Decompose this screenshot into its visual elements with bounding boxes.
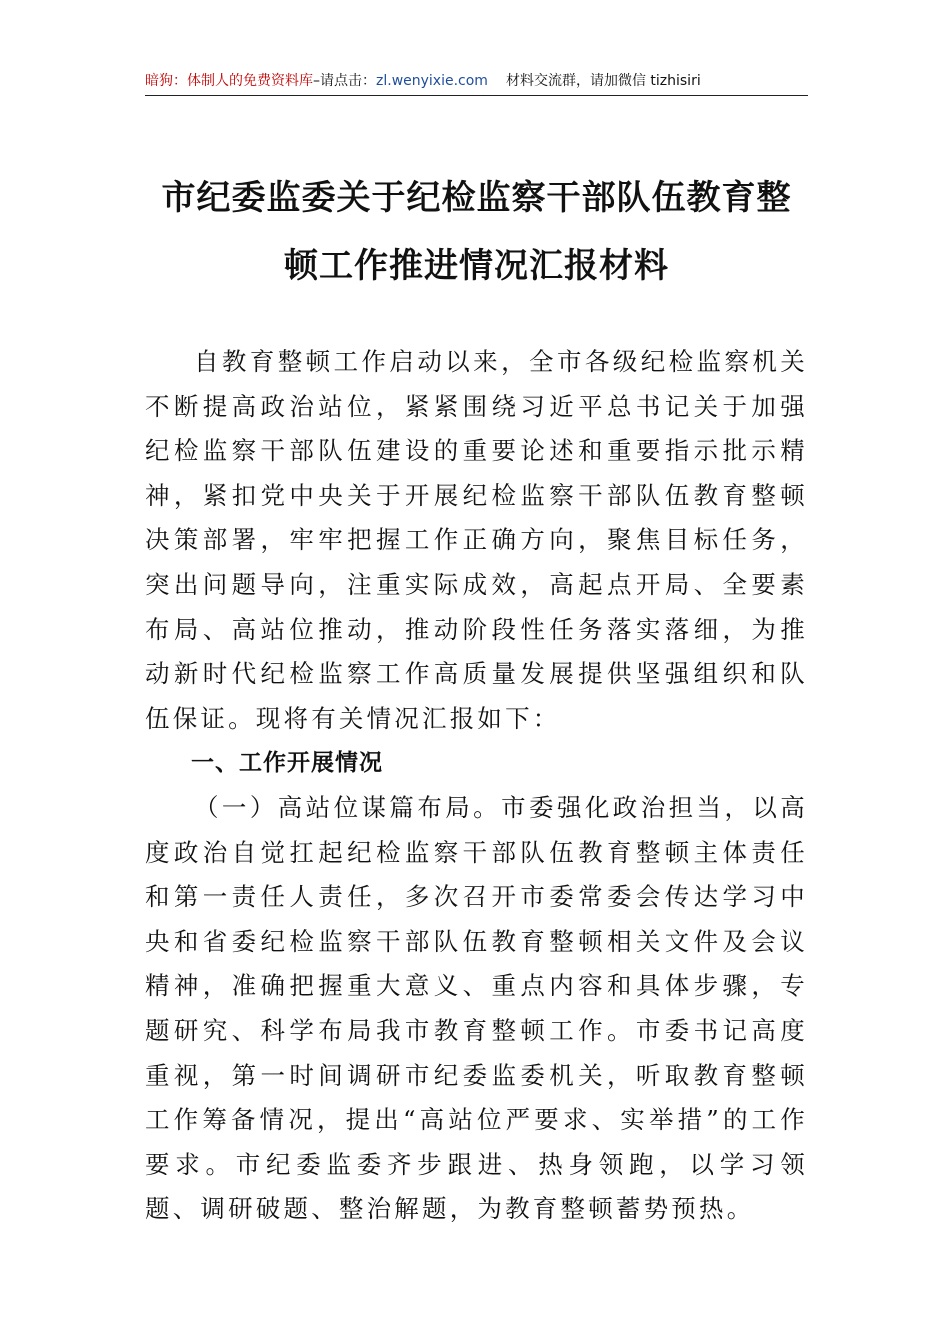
header-promo-text: 暗狗：体制人的免费资料库 — [145, 73, 313, 89]
intro-paragraph: 自教育整顿工作启动以来，全市各级纪检监察机关不断提高政治站位，紧紧围绕习近平总书记关于加强纪检监察干部队伍建设的重要论述和重要指示批示精神，紧扣党中央关于开展纪检监察干部队伍教育整顿决策部署，牢牢把握工作正确方向，聚焦目标任务，突出问题导向，注重实际成效，高起点开局、全要素布局、高站位推动，推动阶段性任务落实落细，为推动新时代纪检监察工作高质量发展提供坚强组织和队伍保证。现将有关情况汇报如下： — [145, 347, 808, 733]
header-group-text: 材料交流群，请加微信 tizhisiri — [505, 73, 701, 89]
header-divider — [145, 95, 808, 96]
document-title — [145, 164, 808, 300]
page-header — [145, 68, 808, 94]
document-body — [145, 340, 808, 1232]
header-site-link[interactable]: zl.wenyixie.com — [376, 73, 488, 89]
section-heading-work-progress: 一、工作开展情况 — [191, 750, 383, 777]
section-paragraph-high-standing: （一）高站位谋篇布局。市委强化政治担当，以高度政治自觉扛起纪检监察干部队伍教育整顿主体责任和第一责任人责任，多次召开市委常委会传达学习中央和省委纪检监察干部队伍教育整顿相关文件及会议精神，准确把握重大意义、重点内容和具体步骤，专题研究、科学布局我市教育整顿工作。市委书记高度重视，第一时间调研市纪委监委机关，听取教育整顿工作筹备情况，提出“高站位严要求、实举措”的工作要求。市纪委监委齐步跟进、热身领跑，以学习领题、调研破题、整治解题，为教育整顿蓄势预热。 — [145, 792, 808, 1224]
header-click-prompt: –请点击： — [313, 73, 376, 89]
title-line-1: 市纪委监委关于纪检监察干部队伍教育整 — [161, 178, 792, 218]
title-line-2: 顿工作推进情况汇报材料 — [284, 246, 669, 286]
